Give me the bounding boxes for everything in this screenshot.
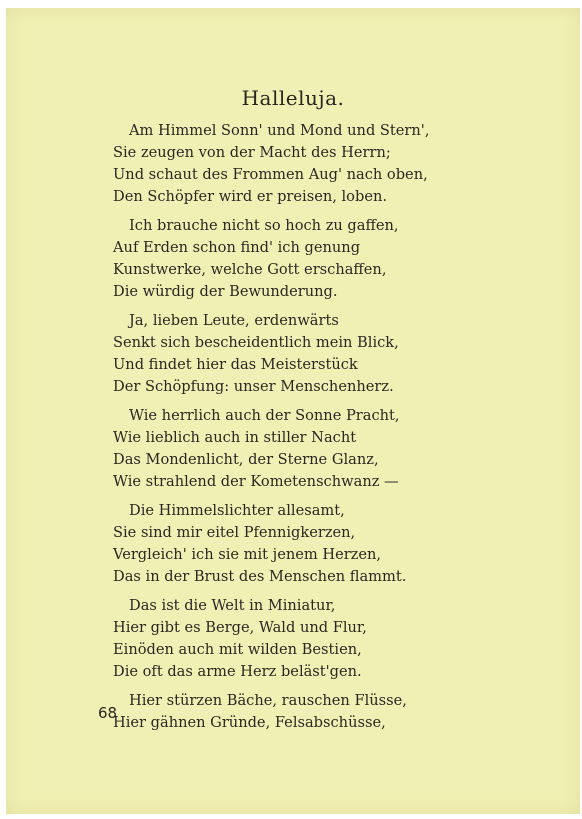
page-number: 68 — [98, 704, 118, 722]
poem-line: Die Himmelslichter allesamt, — [129, 502, 345, 519]
poem-line: Das Mondenlicht, der Sterne Glanz, — [113, 451, 379, 468]
poem-title: Halleluja. — [241, 86, 345, 110]
poem-line: Die würdig der Bewunderung. — [113, 283, 338, 300]
poem-line: Der Schöpfung: unser Menschenherz. — [113, 378, 394, 395]
poem-line: Auf Erden schon find' ich genung — [113, 239, 361, 256]
stanza-2 — [113, 215, 553, 303]
poem-line: Den Schöpfer wird er preisen, loben. — [113, 188, 387, 205]
stanza-7 — [113, 690, 553, 734]
poem-line: Ich brauche nicht so hoch zu gaffen, — [129, 217, 399, 234]
poem-line: Ja, lieben Leute, erdenwärts — [129, 312, 339, 329]
poem-line: Und findet hier das Meisterstück — [113, 356, 358, 373]
poem-line: Die oft das arme Herz beläst'gen. — [113, 663, 362, 680]
poem-line: Hier stürzen Bäche, rauschen Flüsse, — [129, 692, 407, 709]
book-page — [6, 8, 580, 814]
poem-line: Sie zeugen von der Macht des Herrn; — [113, 144, 391, 161]
stanza-3 — [113, 310, 553, 398]
poem-line: Wie lieblich auch in stiller Nacht — [113, 429, 357, 446]
poem-line: Senkt sich bescheidentlich mein Blick, — [113, 334, 399, 351]
poem-line: Hier gähnen Gründe, Felsabschüsse, — [113, 714, 386, 731]
stanza-6 — [113, 595, 553, 683]
poem-line: Das ist die Welt in Miniatur, — [129, 597, 336, 614]
poem-line: Wie strahlend der Kometenschwanz — — [113, 473, 399, 490]
poem-line: Einöden auch mit wilden Bestien, — [113, 641, 362, 658]
poem-line: Sie sind mir eitel Pfennigkerzen, — [113, 524, 356, 541]
stanza-5 — [113, 500, 553, 588]
poem-line: Und schaut des Frommen Aug' nach oben, — [113, 166, 428, 183]
poem-line: Kunstwerke, welche Gott erschaffen, — [113, 261, 387, 278]
poem-line: Hier gibt es Berge, Wald und Flur, — [113, 619, 367, 636]
poem-line: Das in der Brust des Menschen flammt. — [113, 568, 407, 585]
poem-line: Vergleich' ich sie mit jenem Herzen, — [113, 546, 382, 563]
stanza-4 — [113, 405, 553, 493]
stanza-1 — [113, 120, 553, 208]
poem-line: Am Himmel Sonn' und Mond und Stern', — [129, 122, 430, 139]
poem-body — [113, 120, 553, 741]
poem-line: Wie herrlich auch der Sonne Pracht, — [129, 407, 400, 424]
